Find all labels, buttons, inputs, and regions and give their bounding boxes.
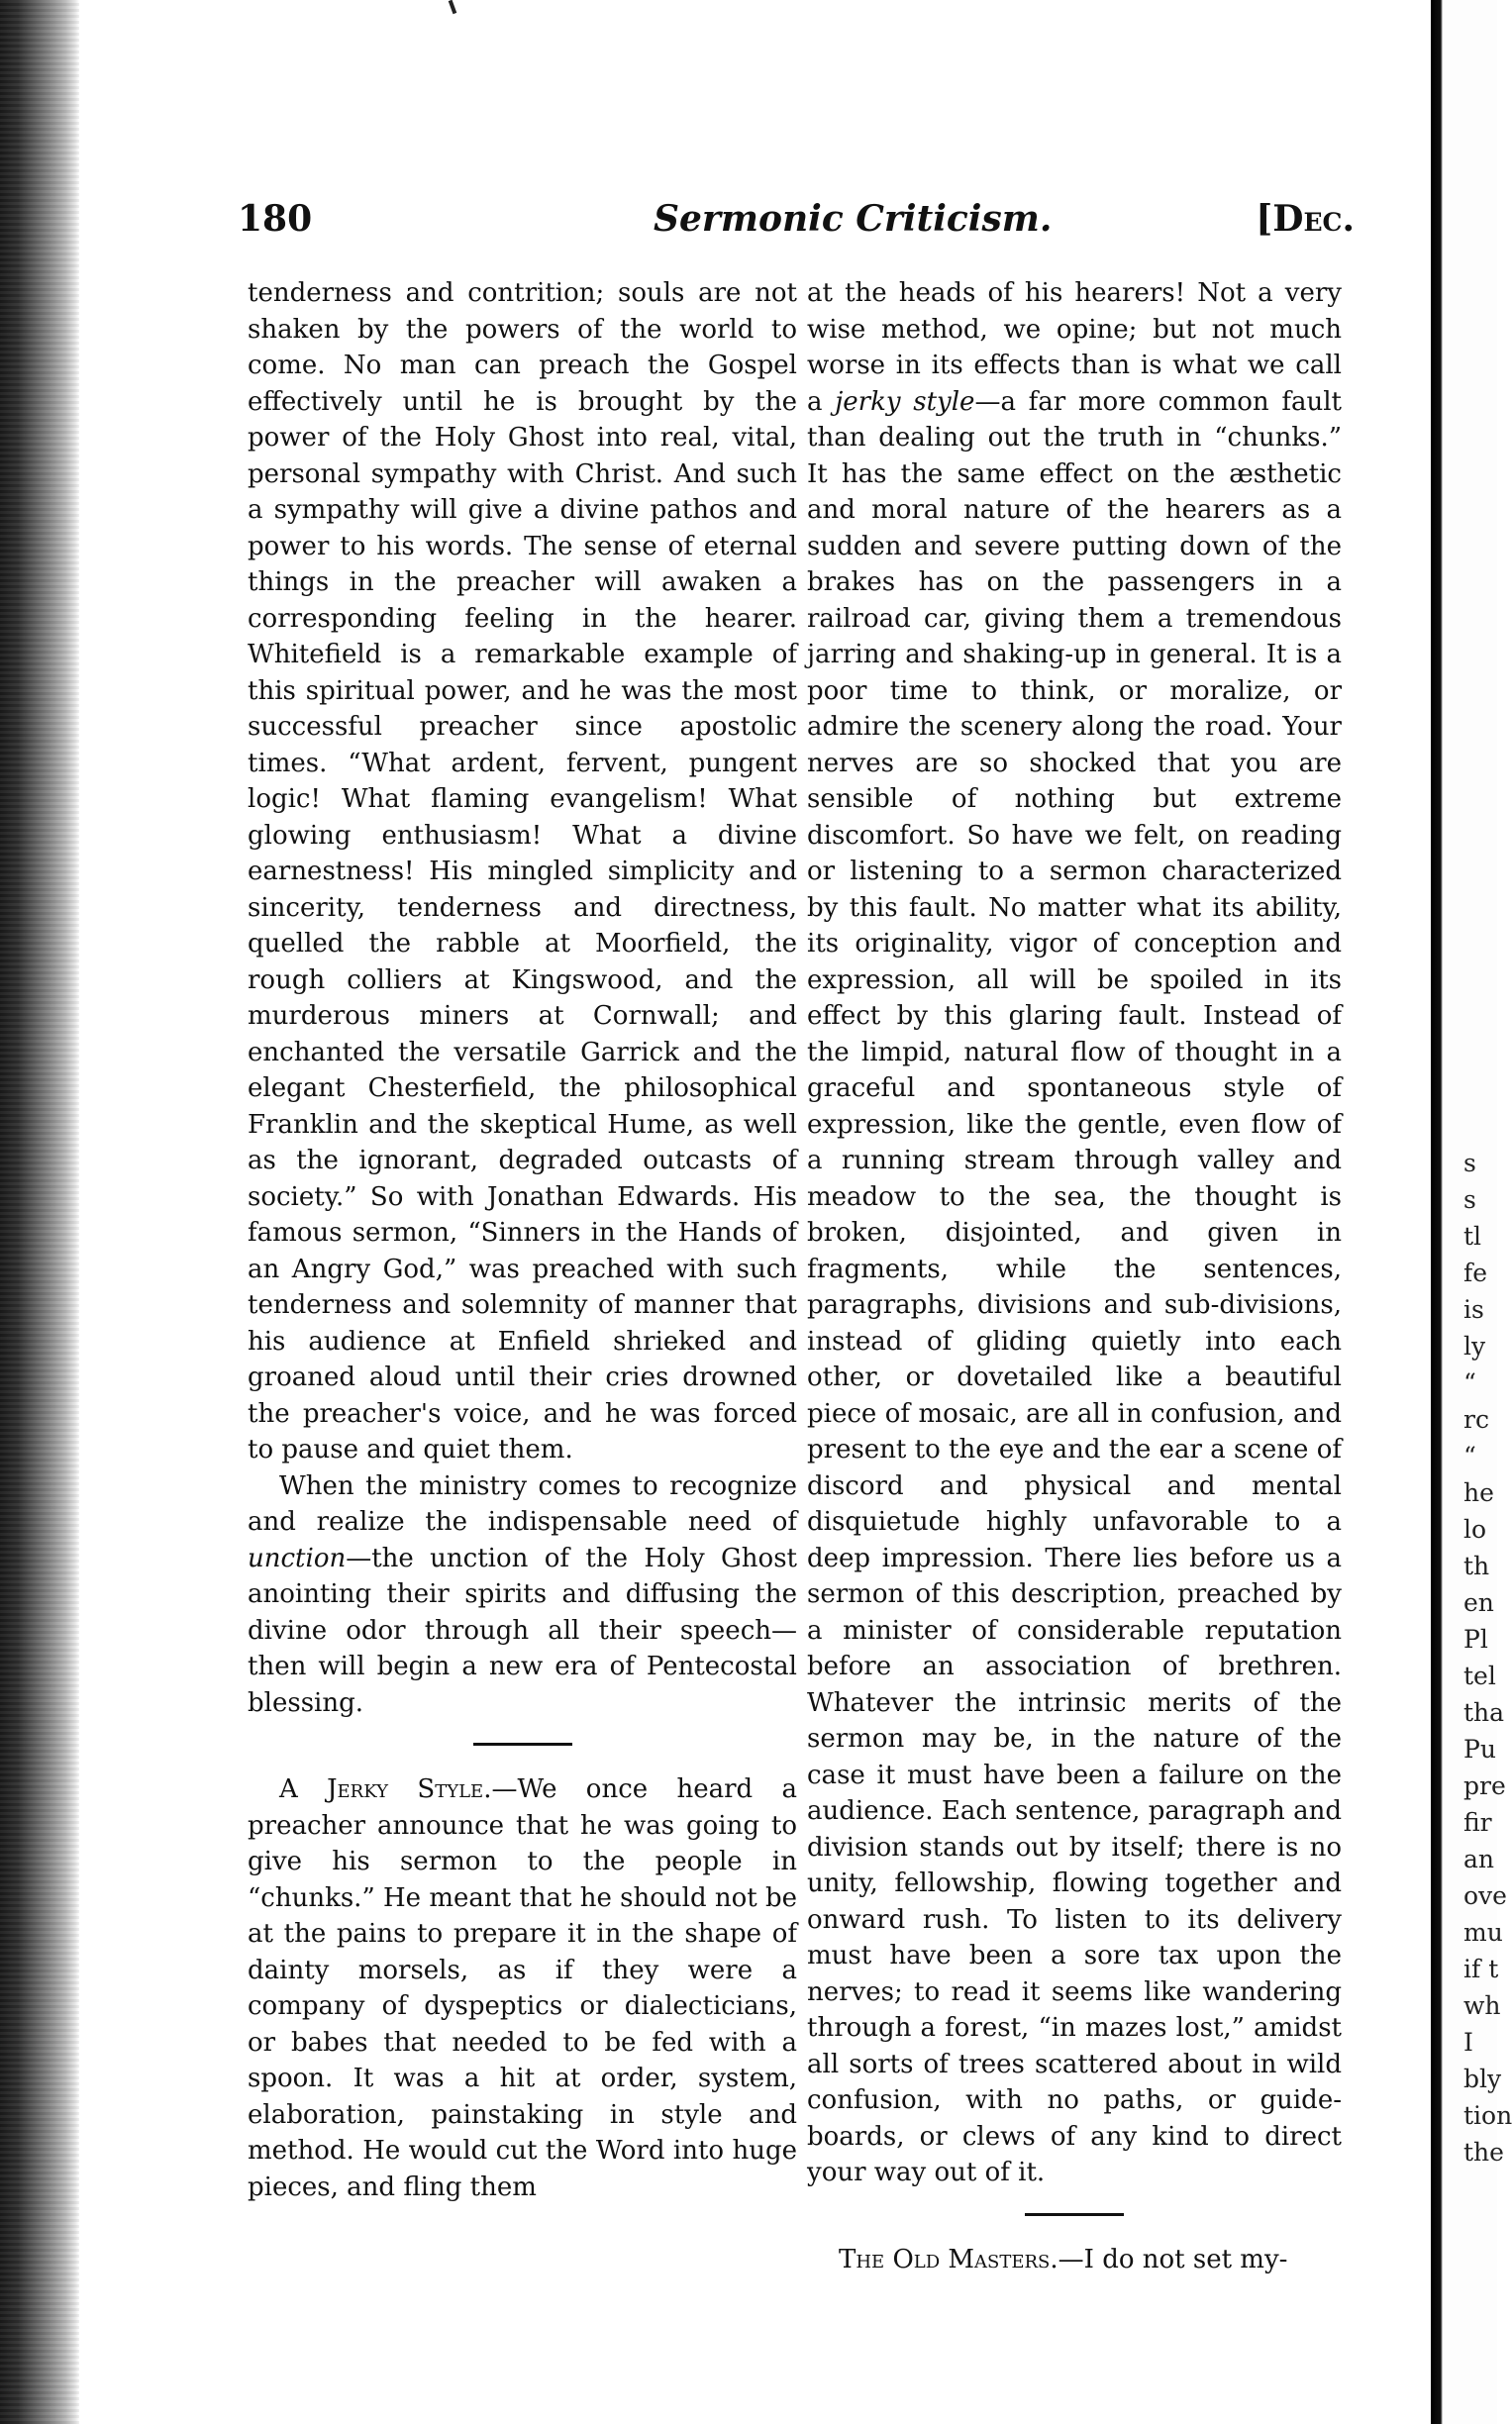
scan-mark (449, 0, 457, 14)
section-heading: A Jerky Style. (279, 1774, 492, 1804)
edge-fragment: Pu (1463, 1735, 1496, 1764)
edge-fragment: ove (1463, 1881, 1507, 1910)
paragraph (807, 2242, 1342, 2278)
text-run: —the unction of the Holy Ghost anointing their spirits and diffusing the divine odor through all their speech—then will begin a new era of Pentecostal blessing. (248, 1543, 797, 1718)
edge-fragment: ly (1463, 1332, 1486, 1361)
edge-fragment: “ (1463, 1442, 1476, 1470)
edge-fragment: “ (1463, 1368, 1476, 1397)
text-run: —We once heard a preacher announce that he was going to give his sermon to the people in “chunks.” He meant that he should not be at the pains to prepare it in the shape of dainty morsels, as if they were a company of dyspeptics or dialecticians, or babes that needed to be fed with a spoon. It was a hit at order, system, elaboration, painstaking in style and method. He would cut the Word into huge pieces, and fling them (248, 1774, 798, 2202)
edge-fragment: Pl (1463, 1625, 1488, 1654)
text-run: —a far more common fault than dealing out the truth in “chunks.” It has the same effect on the æsthetic and moral nature of the hearers as a sudden and severe putting down of the brakes has on the passengers in a railroad car, giving them a tremendous jarring and shaking-up in general. It is a poor time to think, or moralize, or admire the scenery along the road. Your nerves are so shocked that you are sensible of nothing but extreme discomfort. So have we felt, on reading or listening to a sermon characterized by this fault. No matter what its ability, its originality, vigor of conception and expression, all will be spoiled in its effect by this glaring fault. Instead of the limpid, natural flow of thought in a graceful and spontaneous style of expression, like the gentle, even flow of a running stream through valley and meadow to the sea, the thought is broken, disjointed, and given in fragments, while the sentences, paragraphs, divisions and sub-divisions, instead of gliding quietly into each other, or dovetailed like a beautiful piece of mosaic, are all in confusion, and present to the eye and the ear a scene of discord and physical and mental disquietude highly unfavorable to a deep impression. There lies before us a sermon of this description, preached by a minister of considerable reputation before an association of brethren. Whatever the intrinsic merits of the sermon may be, in the nature of the case it must have been a failure on the audience. Each sentence, paragraph and division stands out by itself; there is no unity, fellowship, flowing together and onward rush. To listen to its delivery must have been a sore tax upon the nerves; to read it seems like wandering through a forest, “in mazes lost,” amidst all sorts of trees scattered about in wild confusion, with no paths, or guide-boards, or clews of any kind to direct your way out of it. (807, 386, 1342, 2187)
emphasis: unction (248, 1543, 347, 1573)
edge-fragment: he (1463, 1478, 1494, 1507)
edge-fragment: th (1463, 1552, 1490, 1580)
paragraph (248, 1468, 797, 1722)
edge-fragment: wh (1463, 1991, 1501, 2020)
edge-fragment: if t (1463, 1955, 1499, 1983)
edge-fragment: lo (1463, 1515, 1487, 1544)
paragraph (248, 1771, 797, 2205)
section-divider (473, 1743, 572, 1746)
edge-fragment: tha (1463, 1698, 1505, 1727)
edge-fragment: pre (1463, 1771, 1506, 1800)
edge-fragment: s (1463, 1185, 1476, 1214)
right-column (807, 275, 1342, 2277)
edge-fragment: an (1463, 1845, 1495, 1873)
edge-fragment: tl (1463, 1222, 1482, 1251)
section-mark: [Dec. (1256, 198, 1355, 240)
section-heading: The Old Masters. (839, 2244, 1058, 2274)
edge-fragment: bly (1463, 2065, 1502, 2093)
page-header (238, 198, 1355, 257)
section-divider (1025, 2213, 1124, 2216)
edge-fragment: fir (1463, 1808, 1492, 1837)
edge-fragment: tion (1463, 2101, 1512, 2130)
text-run: at the heads of his hearers! Not a very wise method, we opine; but not much worse in its effects than is what we call a (807, 278, 1342, 417)
edge-fragment: tel (1463, 1662, 1496, 1690)
page-number: 180 (238, 198, 313, 240)
edge-fragment: en (1463, 1588, 1494, 1617)
emphasis: jerky style (835, 386, 975, 417)
edge-fragment: is (1463, 1295, 1484, 1324)
book-binding-edge (0, 0, 79, 2424)
edge-fragment: mu (1463, 1918, 1503, 1947)
left-column (248, 275, 797, 2205)
edge-fragment: rc (1463, 1405, 1489, 1434)
edge-fragment: the (1463, 2138, 1504, 2167)
text-run: —I do not set my- (1058, 2244, 1288, 2274)
edge-fragment: s (1463, 1149, 1476, 1177)
edge-fragment: I (1463, 2028, 1473, 2057)
paragraph (807, 275, 1342, 2191)
paragraph: tenderness and contrition; souls are not shaken by the powers of the world to come. No man can preach the Gospel effectively until he is brought by the power of the Holy Ghost into real, vital, personal sympathy with Christ. And such a sympathy will give a divine pathos and power to his words. The sense of eternal things in the preacher will awaken a corresponding feeling in the hearer. Whitefield is a remarkable example of this spiritual power, and he was the most successful preacher since apostolic times. “What ardent, fervent, pungent logic! What flaming evangelism! What glowing enthusiasm! What a divine earnestness! His mingled simplicity and sincerity, tenderness and directness, quelled the rabble at Moorfield, the rough colliers at Kingswood, and the murderous miners at Cornwall; and enchanted the versatile Garrick and the elegant Chesterfield, the philosophical Franklin and the skeptical Hume, as well as the ignorant, degraded outcasts of society.” So with Jonathan Edwards. His famous sermon, “Sinners in the Hands of an Angry God,” was preached with such tenderness and solemnity of manner that his audience at Enfield shrieked and groaned aloud until their cries drowned the preacher's voice, and he was forced to pause and quiet them. (248, 278, 797, 1464)
edge-fragment: fe (1463, 1259, 1488, 1287)
running-head: Sermonic Criticism. (654, 198, 1053, 240)
text-run: When the ministry comes to recognize and realize the indispensable need of (248, 1470, 797, 1537)
